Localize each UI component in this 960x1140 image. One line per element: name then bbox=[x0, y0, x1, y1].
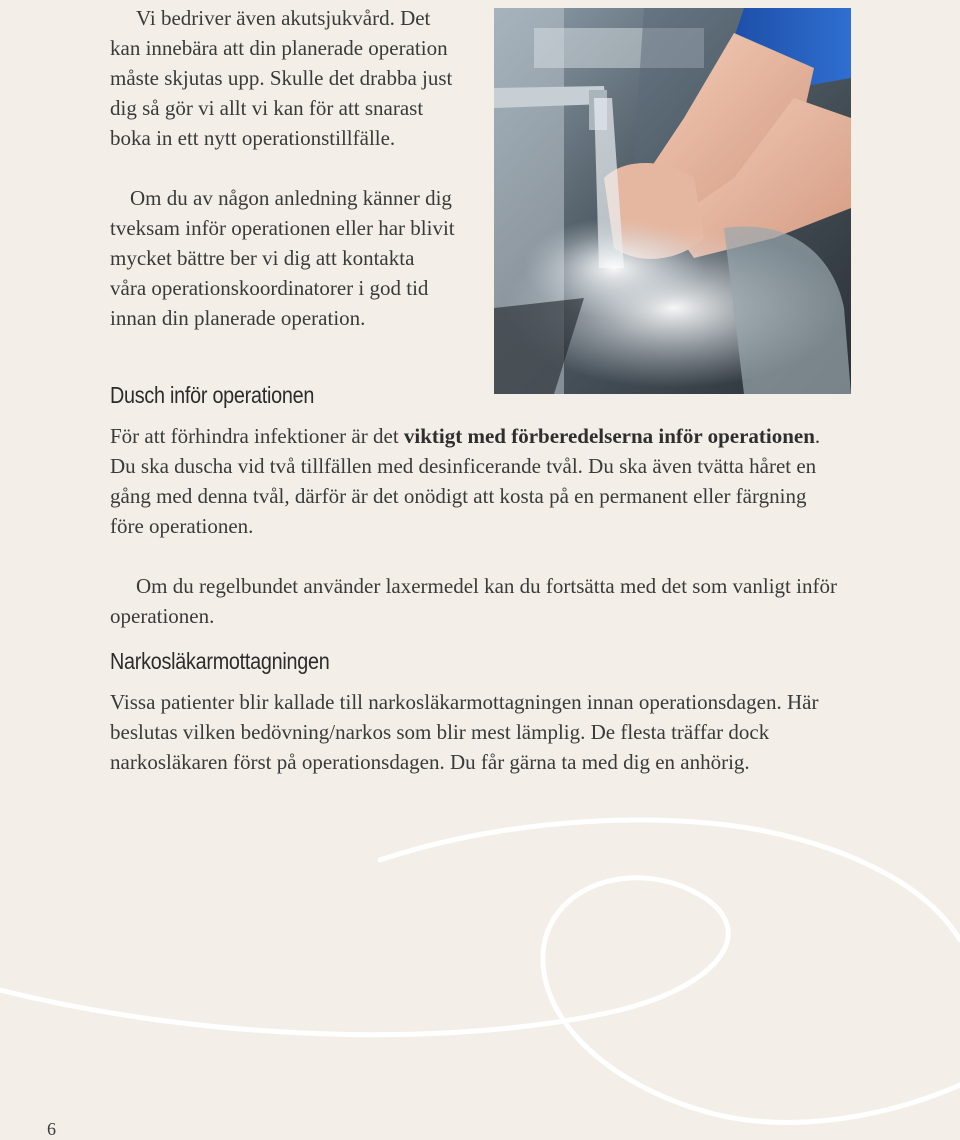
shower-text-bold: viktigt med förberedelserna inför operationen bbox=[403, 424, 815, 448]
hand-washing-photo bbox=[494, 8, 851, 394]
heading-shower: Dusch inför operationen bbox=[110, 382, 315, 408]
anesthesia-paragraph: Vissa patienter blir kallade till narkosläkarmottagningen innan operationsdagen. Här beslutas vilken bedövning/narkos som blir mest lämplig. De flesta träffar dock narkosläkaren först på operationsdagen. Du får gärna ta med dig en anhörig. bbox=[110, 690, 819, 774]
page-number: 6 bbox=[47, 1119, 56, 1139]
shower-text-start: För att förhindra infektioner är det bbox=[110, 424, 404, 448]
shower-paragraph bbox=[110, 421, 845, 541]
shower-text-end: . Du ska duscha vid två tillfällen med desinficerande tvål. Du ska även tvätta håret en gång med denna tvål, därför är det onödigt att kosta på en permanent eller färgning före operationen. bbox=[110, 424, 821, 538]
intro-paragraph-2: Om du av någon anledning känner dig tveksam inför operationen eller har blivit mycket bättre ber vi dig att kontakta våra operationskoordinatorer i god tid innan din planerade operation. bbox=[110, 186, 455, 330]
intro-paragraph-1: Vi bedriver även akutsjukvård. Det kan innebära att din planerade operation måste skjutas upp. Skulle det drabba just dig så gör vi allt vi kan för att snarast boka in ett nytt operationstillfälle. bbox=[110, 6, 453, 150]
heading-anesthesia-clinic: Narkosläkarmottagningen bbox=[110, 648, 330, 674]
laxative-paragraph: Om du regelbundet använder laxermedel kan du fortsätta med det som vanligt inför operationen. bbox=[110, 574, 837, 628]
